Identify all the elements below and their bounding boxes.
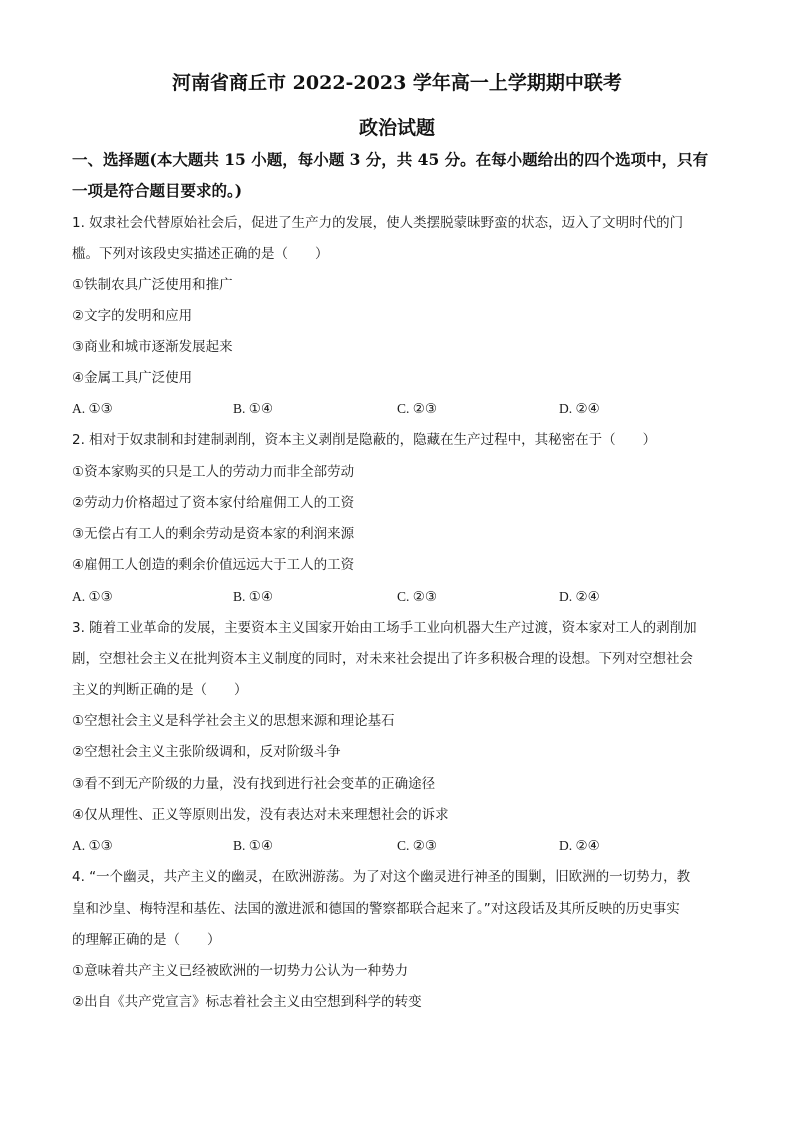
section-heading-line-2: 一项是符合题目要求的。) — [72, 181, 243, 200]
q1-statement: ④金属工具广泛使用 — [72, 370, 193, 386]
q1-stem-line: 1. 奴隶社会代替原始社会后，促进了生产力的发展，使人类摆脱蒙昧野蛮的状态，迈入了文明时代的门 — [72, 215, 684, 231]
q4-statement: ①意味着共产主义已经被欧洲的一切势力公认为一种势力 — [72, 963, 409, 979]
q1-choice-d: D. ②④ — [559, 401, 600, 416]
q2-choice-a: A. ①③ — [72, 589, 113, 604]
q4-stem-line: 4. “一个幽灵，共产主义的幽灵，在欧洲游荡。为了对这个幽灵进行神圣的围剿，旧欧洲的一切势力，教 — [72, 869, 691, 885]
q1-statement: ①铁制农具广泛使用和推广 — [72, 277, 233, 293]
q3-choice-d: D. ②④ — [559, 838, 600, 853]
q3-choices — [72, 837, 732, 855]
q2-statement: ④雇佣工人创造的剩余价值远远大于工人的工资 — [72, 557, 355, 573]
q2-choices — [72, 588, 732, 606]
q1-statement: ②文字的发明和应用 — [72, 308, 193, 324]
q2-choice-d: D. ②④ — [559, 589, 600, 604]
q3-choice-a: A. ①③ — [72, 838, 113, 853]
q2-choice-b: B. ①④ — [233, 589, 273, 604]
q3-stem-line: 3. 随着工业革命的发展，主要资本主义国家开始由工场手工业向机器大生产过渡，资本家对工人的剥削加 — [72, 620, 697, 636]
q3-choice-c: C. ②③ — [397, 838, 437, 853]
q1-statement: ③商业和城市逐渐发展起来 — [72, 339, 233, 355]
q2-choice-c: C. ②③ — [397, 589, 437, 604]
q2-stem-line: 2. 相对于奴隶制和封建制剥削，资本主义剥削是隐蔽的，隐藏在生产过程中，其秘密在于（ ） — [72, 432, 657, 448]
q1-choice-c: C. ②③ — [397, 401, 437, 416]
section-heading-line-1: 一、选择题(本大题共 15 小题，每小题 3 分，共 45 分。在每小题给出的四个选项中，只有 — [72, 150, 709, 169]
q2-statement: ②劳动力价格超过了资本家付给雇佣工人的工资 — [72, 495, 355, 511]
q3-stem-line: 剧，空想社会主义在批判资本主义制度的同时，对未来社会提出了许多积极合理的设想。下列对空想社会 — [72, 651, 693, 667]
subject-title: 政治试题 — [358, 117, 435, 139]
q3-statement: ③看不到无产阶级的力量，没有找到进行社会变革的正确途径 — [72, 776, 436, 792]
q3-stem-line: 主义的判断正确的是（ ） — [72, 682, 248, 698]
q3-statement: ①空想社会主义是科学社会主义的思想来源和理论基石 — [72, 713, 395, 729]
q1-stem-line: 槛。下列对该段史实描述正确的是（ ） — [72, 246, 329, 262]
q1-choices — [72, 400, 732, 418]
q1-choice-b: B. ①④ — [233, 401, 273, 416]
q3-statement: ②空想社会主义主张阶级调和，反对阶级斗争 — [72, 744, 341, 760]
exam-title: 河南省商丘市 2022-2023 学年高一上学期期中联考 — [172, 72, 622, 94]
q3-statement: ④仅从理性、正义等原则出发，没有表达对未来理想社会的诉求 — [72, 807, 449, 823]
q3-choice-b: B. ①④ — [233, 838, 273, 853]
q4-statement: ②出自《共产党宣言》标志着社会主义由空想到科学的转变 — [72, 994, 422, 1010]
q2-statement: ③无偿占有工人的剩余劳动是资本家的利润来源 — [72, 526, 355, 542]
q4-stem-line: 皇和沙皇、梅特涅和基佐、法国的激进派和德国的警察都联合起来了。”对这段话及其所反映的历史事实 — [72, 901, 680, 917]
q2-statement: ①资本家购买的只是工人的劳动力而非全部劳动 — [72, 464, 355, 480]
q4-stem-line: 的理解正确的是（ ） — [72, 932, 221, 948]
q1-choice-a: A. ①③ — [72, 401, 113, 416]
